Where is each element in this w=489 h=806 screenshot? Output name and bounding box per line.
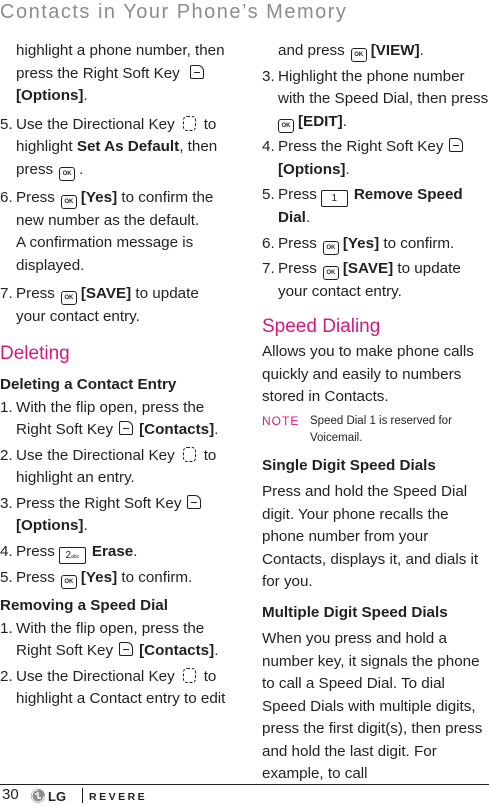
speed-dial-intro: Allows you to make phone calls quickly and easily to numbers stored in Contacts.: [262, 343, 474, 405]
text: to confirm the new number as the default.: [16, 189, 214, 229]
text: .: [214, 642, 219, 659]
step-continuation: [0, 40, 232, 108]
text: Press: [278, 234, 317, 252]
text: highlight a phone number, then press the Right Soft Key: [16, 42, 225, 82]
step-number: 2.: [0, 446, 13, 464]
text: .: [83, 517, 88, 534]
text: to update your contact entry.: [16, 285, 199, 325]
right-soft-key-icon: [190, 65, 204, 79]
page-number: 30: [2, 786, 19, 803]
text: Press: [16, 285, 55, 302]
yes-label: [Yes]: [80, 568, 118, 586]
subheading-removing-speed-dial: Removing a Speed Dial: [0, 597, 168, 614]
section-title-speed-dialing: Speed Dialing: [262, 316, 381, 337]
step-number: 4.: [0, 542, 13, 560]
options-label: [Options]: [278, 160, 346, 178]
step-number: 5.: [0, 568, 13, 586]
right-soft-key-icon: [449, 138, 463, 152]
ok-key-icon: OK: [323, 241, 339, 255]
ok-key-icon: OK: [323, 266, 339, 280]
text: Use the Directional Key: [16, 446, 175, 464]
step-number: 5.: [0, 115, 13, 133]
right-soft-key-icon: [187, 495, 201, 509]
lg-logo: [30, 788, 78, 804]
text: .: [79, 160, 84, 178]
text: Press: [16, 568, 55, 586]
ok-key-icon: OK: [61, 291, 77, 305]
text: , then press: [16, 138, 218, 178]
text: Press: [278, 260, 317, 277]
text: Press the Right Soft Key: [278, 138, 444, 155]
text: .: [342, 112, 347, 130]
footer-divider: [82, 788, 83, 803]
remove-speed-dial-label: Remove Speed Dial: [278, 186, 463, 226]
step-number: 7.: [262, 260, 275, 277]
text: to confirm.: [121, 568, 193, 586]
key-digit: 2: [65, 549, 72, 561]
text: With the flip open, press the Right Soft Key: [16, 619, 205, 659]
remove-step-1: [0, 618, 232, 663]
multiple-digit-text: When you press and hold a number key, it signals the phone to call a Speed Dial. To dial Speed Dials with multiple digits, press the first digit(s), then press and hold the last digit. For example, to call: [262, 630, 483, 782]
remove-step-2: [0, 666, 232, 711]
remove-step-5: [262, 184, 489, 230]
subheading-multiple-digit: Multiple Digit Speed Dials: [262, 603, 448, 621]
section-title-deleting: Deleting: [0, 343, 70, 364]
ok-key-icon: OK: [351, 48, 367, 62]
text: A confirmation message is displayed.: [16, 234, 194, 274]
svg-text:LG: LG: [48, 789, 67, 804]
step-number: 3.: [262, 67, 275, 85]
note-label: NOTE: [262, 413, 300, 428]
note-text: Speed Dial 1 is reserved for Voicemail.: [310, 414, 452, 444]
step-continuation: [262, 40, 489, 63]
delete-step-1: [0, 397, 232, 442]
remove-step-6: [262, 233, 489, 256]
key-letters: abc: [71, 553, 80, 560]
right-column: [262, 40, 489, 786]
contacts-label: [Contacts]: [139, 421, 215, 438]
key-2-icon: [59, 547, 86, 564]
right-soft-key-icon: [119, 421, 133, 435]
yes-label: [Yes]: [80, 189, 118, 206]
subheading-deleting-contact: Deleting a Contact Entry: [0, 376, 177, 393]
ok-key-icon: OK: [61, 575, 77, 589]
svg-text:REVERE: REVERE: [89, 791, 148, 801]
step-number: 5.: [262, 186, 275, 203]
delete-step-5: [0, 567, 232, 590]
text: Press the Right Soft Key: [16, 494, 182, 512]
ok-key-icon: OK: [59, 167, 75, 181]
text: to highlight a Contact entry to edit: [16, 667, 226, 707]
step-6: [0, 187, 232, 277]
subheading-single-digit: Single Digit Speed Dials: [262, 456, 436, 474]
step-number: 2.: [0, 667, 13, 685]
directional-key-icon: [183, 668, 196, 683]
text: .: [133, 542, 138, 560]
step-number: 4.: [262, 138, 275, 155]
save-label: [SAVE]: [342, 260, 394, 277]
edit-label: [EDIT]: [298, 112, 343, 130]
step-7: [0, 283, 232, 328]
delete-step-2: [0, 445, 232, 490]
text: .: [419, 42, 424, 59]
text: to highlight: [16, 115, 217, 155]
text: to confirm.: [383, 234, 455, 252]
running-header: Contacts in Your Phone’s Memory: [0, 1, 348, 23]
note: [262, 413, 489, 447]
delete-step-3: [0, 493, 232, 538]
directional-key-icon: [183, 116, 196, 131]
text: With the flip open, press the Right Soft Key: [16, 398, 205, 438]
text: Press: [16, 189, 55, 206]
ok-key-icon: OK: [278, 119, 294, 133]
ok-key-icon: OK: [61, 195, 77, 209]
options-label: [Options]: [16, 517, 84, 534]
text: to update your contact entry.: [278, 260, 461, 300]
delete-step-4: [0, 541, 232, 564]
erase-label: Erase: [91, 542, 134, 560]
text: .: [305, 209, 311, 226]
page-footer: [0, 784, 489, 806]
directional-key-icon: [183, 447, 196, 462]
step-number: 6.: [262, 234, 275, 252]
remove-step-4: [262, 136, 489, 181]
right-soft-key-icon: [119, 642, 133, 656]
text: Press: [16, 542, 55, 560]
step-number: 6.: [0, 189, 13, 206]
text: .: [214, 421, 219, 438]
yes-label: [Yes]: [342, 234, 380, 252]
text: .: [345, 160, 350, 178]
step-number: 1.: [0, 619, 13, 637]
remove-step-7: [262, 258, 489, 303]
contacts-label: [Contacts]: [139, 642, 215, 659]
revere-logo: [89, 791, 175, 801]
text: .: [83, 87, 88, 104]
step-5: [0, 114, 232, 182]
step-number: 3.: [0, 494, 13, 512]
single-digit-text: Press and hold the Speed Dial digit. Your phone recalls the phone number from your Contacts, displays it, and dials it for you.: [262, 483, 479, 590]
text: Press: [278, 186, 317, 203]
key-1-icon: 1: [321, 190, 348, 207]
left-column: [0, 40, 232, 711]
save-label: [SAVE]: [80, 285, 132, 302]
text: to highlight an entry.: [16, 446, 217, 486]
text: Use the Directional Key: [16, 115, 175, 133]
remove-step-3: [262, 66, 489, 134]
text: Use the Directional Key: [16, 667, 175, 685]
step-number: 7.: [0, 285, 13, 302]
view-label: [VIEW]: [370, 42, 420, 59]
step-number: 1.: [0, 398, 13, 416]
options-label: [Options]: [16, 87, 84, 104]
text: and press: [278, 42, 345, 59]
text: Highlight the phone number with the Speed Dial, then press: [278, 67, 489, 107]
set-as-default-label: Set As Default: [76, 138, 180, 155]
